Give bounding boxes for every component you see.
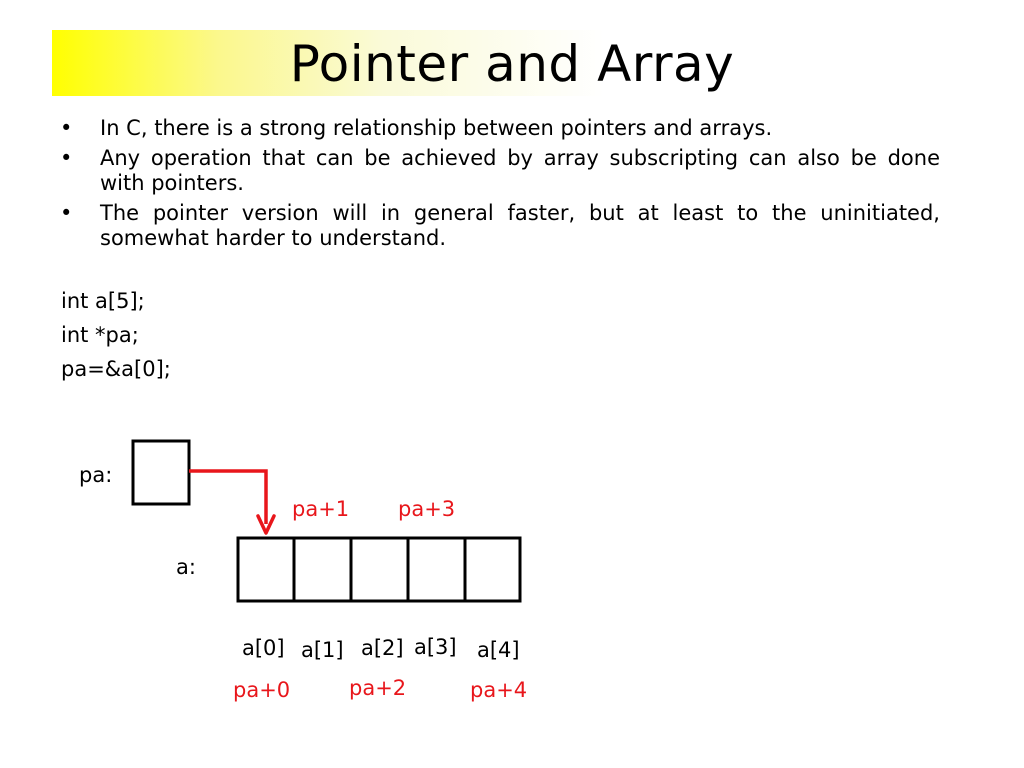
array-cell-1 bbox=[294, 538, 351, 601]
code-line: int a[5]; bbox=[61, 289, 145, 313]
code-line: pa=&a[0]; bbox=[61, 357, 171, 381]
array-cell-3 bbox=[408, 538, 465, 601]
array-cell-2 bbox=[351, 538, 408, 601]
array-cell-0 bbox=[238, 538, 294, 601]
index-label-a3: a[3] bbox=[414, 635, 457, 659]
index-label-a4: a[4] bbox=[477, 638, 520, 662]
pointer-arrow-line bbox=[189, 471, 266, 524]
bullet-text: The pointer version will in general faster, but at least to the uninitiated, somewhat harder to understand. bbox=[100, 201, 940, 250]
slide-title: Pointer and Array bbox=[289, 35, 735, 93]
pointer-box bbox=[133, 441, 189, 504]
bullet-dot-icon: • bbox=[60, 146, 73, 170]
array-label: a: bbox=[176, 555, 196, 579]
index-label-a1: a[1] bbox=[301, 638, 344, 662]
array-cell-4 bbox=[465, 538, 520, 601]
pointer-label: pa: bbox=[79, 463, 113, 487]
offset-label-pa0: pa+0 bbox=[233, 678, 291, 702]
offset-label-pa4: pa+4 bbox=[470, 678, 528, 702]
index-label-a2: a[2] bbox=[361, 636, 404, 660]
pointer-arrow bbox=[189, 471, 274, 533]
offset-label-pa2: pa+2 bbox=[349, 676, 407, 700]
offset-label-pa3: pa+3 bbox=[398, 497, 456, 521]
bullet-text: In C, there is a strong relationship between pointers and arrays. bbox=[100, 116, 773, 140]
bullet-text: Any operation that can be achieved by array subscripting can also be done with pointers. bbox=[100, 146, 940, 195]
offset-label-pa1: pa+1 bbox=[292, 497, 350, 521]
index-label-a0: a[0] bbox=[242, 636, 285, 660]
bullet-dot-icon: • bbox=[60, 201, 73, 225]
code-line: int *pa; bbox=[61, 323, 139, 347]
bullet-dot-icon: • bbox=[60, 116, 73, 140]
